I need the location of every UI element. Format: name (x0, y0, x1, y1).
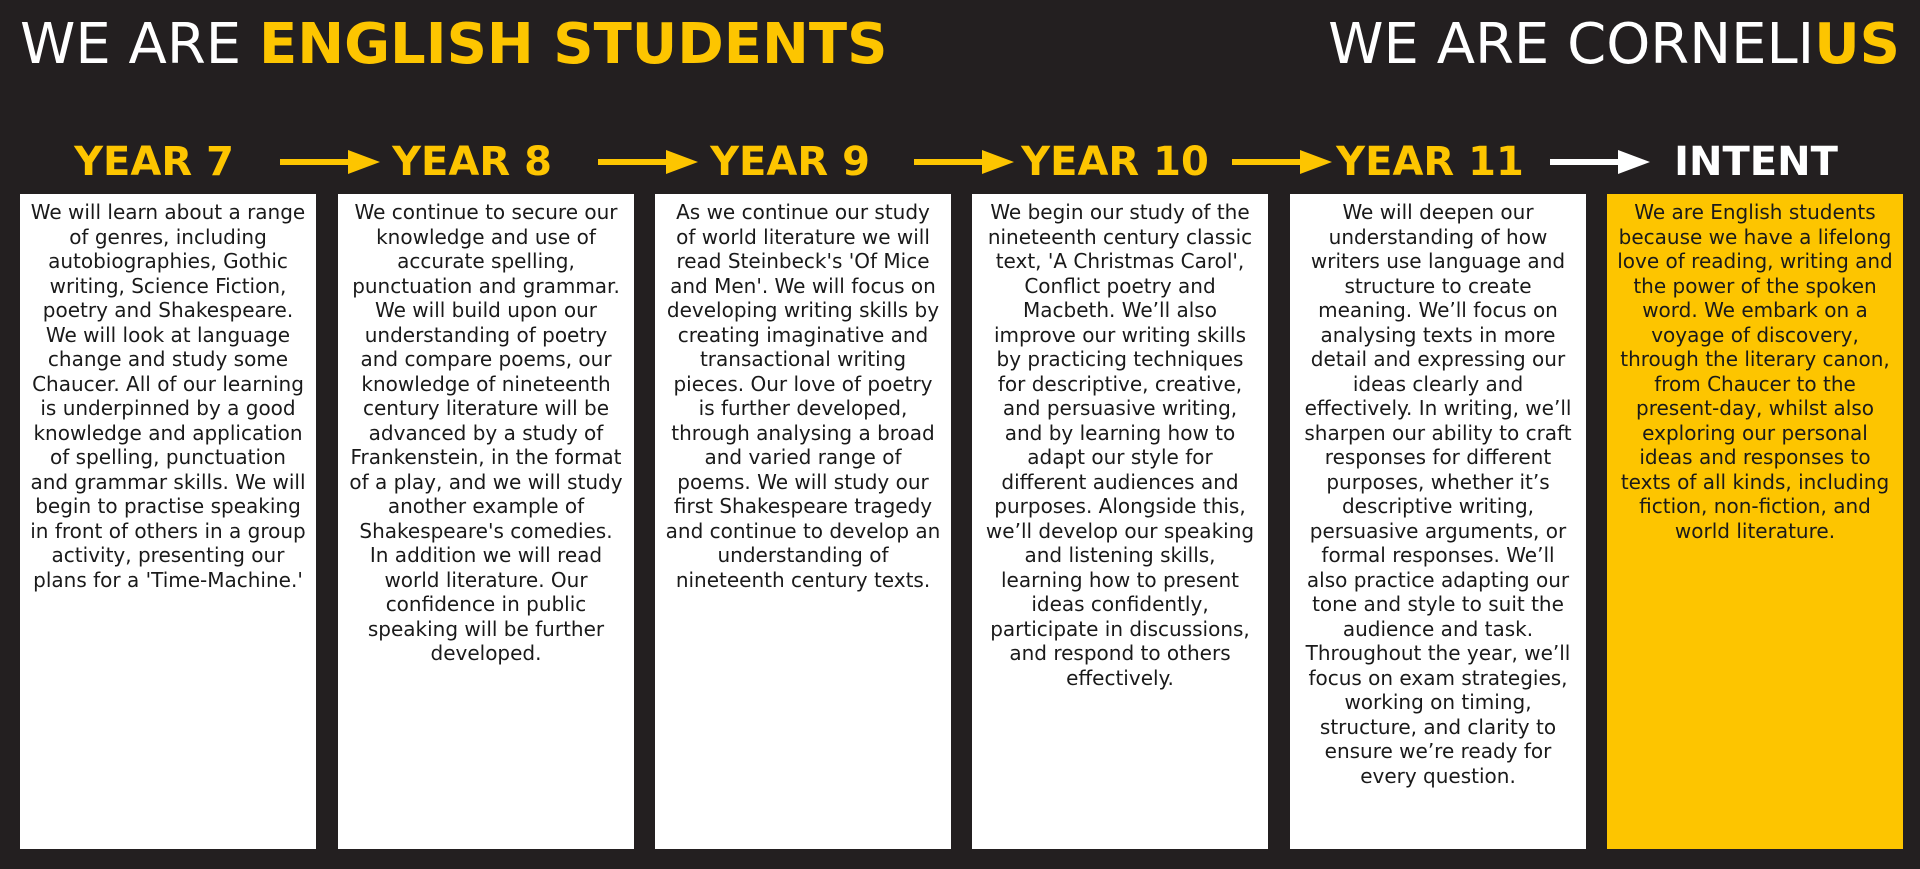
header-left-plain: WE ARE (20, 12, 259, 77)
year-10-heading: YEAR 10 (1021, 139, 1209, 185)
year-8-heading: YEAR 8 (392, 139, 552, 185)
year-columns (0, 194, 1920, 849)
header-right-title (1328, 10, 1900, 80)
year-7-panel: We will learn about a range of genres, including autobiographies, Gothic writing, Science Fiction, poetry and Shakespeare. We will look at language change and study some Chaucer. All of our learning is underpinned by a good knowledge and application of spelling, punctuation and grammar skills. We will begin to practise speaking in front of others in a group activity, presenting our plans for a 'Time-Machine.' (20, 194, 316, 849)
year-11-panel: We will deepen our understanding of how writers use language and structure to create meaning. We’ll focus on analysing texts in more detail and expressing our ideas clearly and effectively. In writing, we’ll sharpen our ability to craft responses for different purposes, whether it’s descriptive writing, persuasive arguments, or formal responses. We’ll also practice adapting our tone and style to suit the audience and task. Throughout the year, we’ll focus on exam strategies, working on timing, structure, and clarity to ensure we’re ready for every question. (1290, 194, 1586, 849)
year-headings-row (0, 130, 1920, 194)
year-10-panel: We begin our study of the nineteenth century classic text, 'A Christmas Carol', Conflict poetry and Macbeth. We’ll also improve our writing skills by practicing techniques for descriptive, creative, and persuasive writing, and by learning how to adapt our style for different audiences and purposes. Alongside this, we’ll develop our speaking and listening skills, learning how to present ideas confidently, participate in discussions, and respond to others effectively. (972, 194, 1268, 849)
header (20, 10, 1900, 80)
year-8-panel: We continue to secure our knowledge and use of accurate spelling, punctuation and grammar. We will build upon our understanding of poetry and compare poems, our knowledge of nineteenth century literature will be advanced by a study of Frankenstein, in the format of a play, and we will study another example of Shakespeare's comedies. In addition we will read world literature. Our confidence in public speaking will be further developed. (338, 194, 634, 849)
year-9-heading: YEAR 9 (710, 139, 870, 185)
year-7-heading: YEAR 7 (74, 139, 234, 185)
intent-panel: We are English students because we have a lifelong love of reading, writing and the power of the spoken word. We embark on a voyage of discovery, through the literary canon, from Chaucer to the present-day, whilst also exploring our personal ideas and responses to texts of all kinds, including fiction, non-fiction, and world literature. (1607, 194, 1903, 849)
header-left-accent: ENGLISH STUDENTS (258, 12, 888, 77)
header-right-plain: WE ARE CORNELI (1328, 12, 1815, 77)
header-left-title (20, 10, 887, 80)
header-right-accent: US (1814, 12, 1900, 77)
year-11-heading: YEAR 11 (1336, 139, 1524, 185)
intent-heading: INTENT (1674, 139, 1838, 185)
year-9-panel: As we continue our study of world literature we will read Steinbeck's 'Of Mice and Men'. We will focus on developing writing skills by creating imaginative and transactional writing pieces. Our love of poetry is further developed, through analysing a broad and varied range of poems. We will study our first Shakespeare tragedy and continue to develop an understanding of nineteenth century texts. (655, 194, 951, 849)
